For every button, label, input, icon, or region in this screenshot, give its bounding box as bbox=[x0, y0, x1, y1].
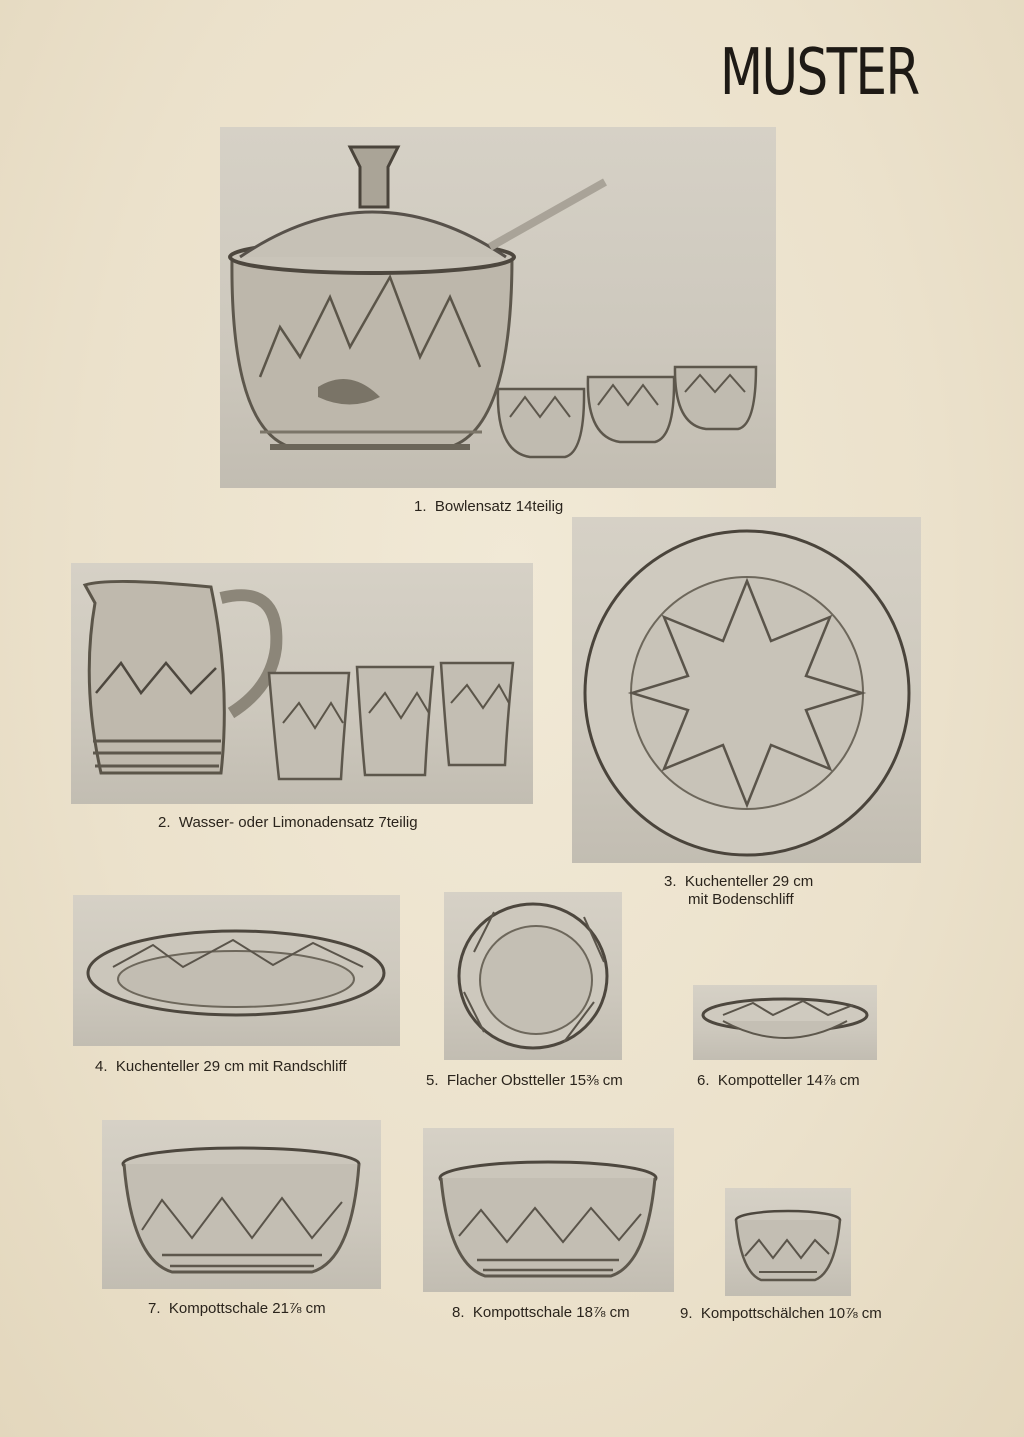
caption-5-text: Flacher Obstteller 15⅜ cm bbox=[446, 1072, 623, 1089]
caption-6-text: Kompotteller 14⅞ cm bbox=[717, 1072, 860, 1089]
compote-bowl-large-illustration bbox=[102, 1120, 381, 1289]
caption-5-number: 5. bbox=[426, 1072, 439, 1089]
photo-compote-plate bbox=[693, 985, 877, 1060]
caption-3 bbox=[664, 873, 813, 909]
caption-9-text: Kompottschälchen 10⅞ cm bbox=[700, 1305, 882, 1322]
caption-6-number: 6. bbox=[697, 1072, 710, 1089]
compote-plate-illustration bbox=[693, 985, 877, 1060]
caption-5 bbox=[426, 1072, 623, 1090]
photo-water-set bbox=[71, 563, 533, 804]
caption-3-text2: mit Bodenschliff bbox=[688, 891, 794, 908]
compote-bowl-small-illustration bbox=[725, 1188, 851, 1296]
caption-2-number: 2. bbox=[158, 814, 171, 831]
caption-1-number: 1. bbox=[414, 498, 427, 515]
photo-compote-bowl-small bbox=[725, 1188, 851, 1296]
bowl-set-illustration bbox=[220, 127, 776, 488]
caption-2 bbox=[158, 814, 418, 832]
caption-9 bbox=[680, 1305, 882, 1323]
caption-2-text: Wasser- oder Limonadensatz 7teilig bbox=[178, 814, 418, 831]
caption-1 bbox=[414, 498, 563, 516]
cake-plate-rim-illustration bbox=[73, 895, 400, 1046]
caption-3-text: Kuchenteller 29 cm bbox=[684, 873, 814, 890]
caption-7-text: Kompottschale 21⅞ cm bbox=[168, 1300, 326, 1317]
caption-8-number: 8. bbox=[452, 1304, 465, 1321]
photo-compote-bowl-large bbox=[102, 1120, 381, 1289]
caption-3-number: 3. bbox=[664, 873, 677, 890]
cake-plate-star-illustration bbox=[572, 517, 921, 863]
water-set-illustration bbox=[71, 563, 533, 804]
caption-4 bbox=[95, 1058, 347, 1076]
caption-1-text: Bowlensatz 14teilig bbox=[434, 498, 564, 515]
fruit-plate-illustration bbox=[444, 892, 622, 1060]
compote-bowl-medium-illustration bbox=[423, 1128, 674, 1292]
photo-cake-plate-bottom bbox=[572, 517, 921, 863]
photo-cake-plate-rim bbox=[73, 895, 400, 1046]
caption-6 bbox=[697, 1072, 860, 1090]
caption-4-number: 4. bbox=[95, 1058, 108, 1075]
photo-fruit-plate bbox=[444, 892, 622, 1060]
caption-7-number: 7. bbox=[148, 1300, 161, 1317]
caption-4-text: Kuchenteller 29 cm mit Randschliff bbox=[115, 1058, 347, 1075]
photo-bowl-set bbox=[220, 127, 776, 488]
caption-7 bbox=[148, 1300, 326, 1318]
caption-9-number: 9. bbox=[680, 1305, 693, 1322]
caption-8-text: Kompottschale 18⅞ cm bbox=[472, 1304, 630, 1321]
page-title: MUSTER bbox=[720, 36, 919, 110]
photo-compote-bowl-medium bbox=[423, 1128, 674, 1292]
caption-8 bbox=[452, 1304, 630, 1322]
